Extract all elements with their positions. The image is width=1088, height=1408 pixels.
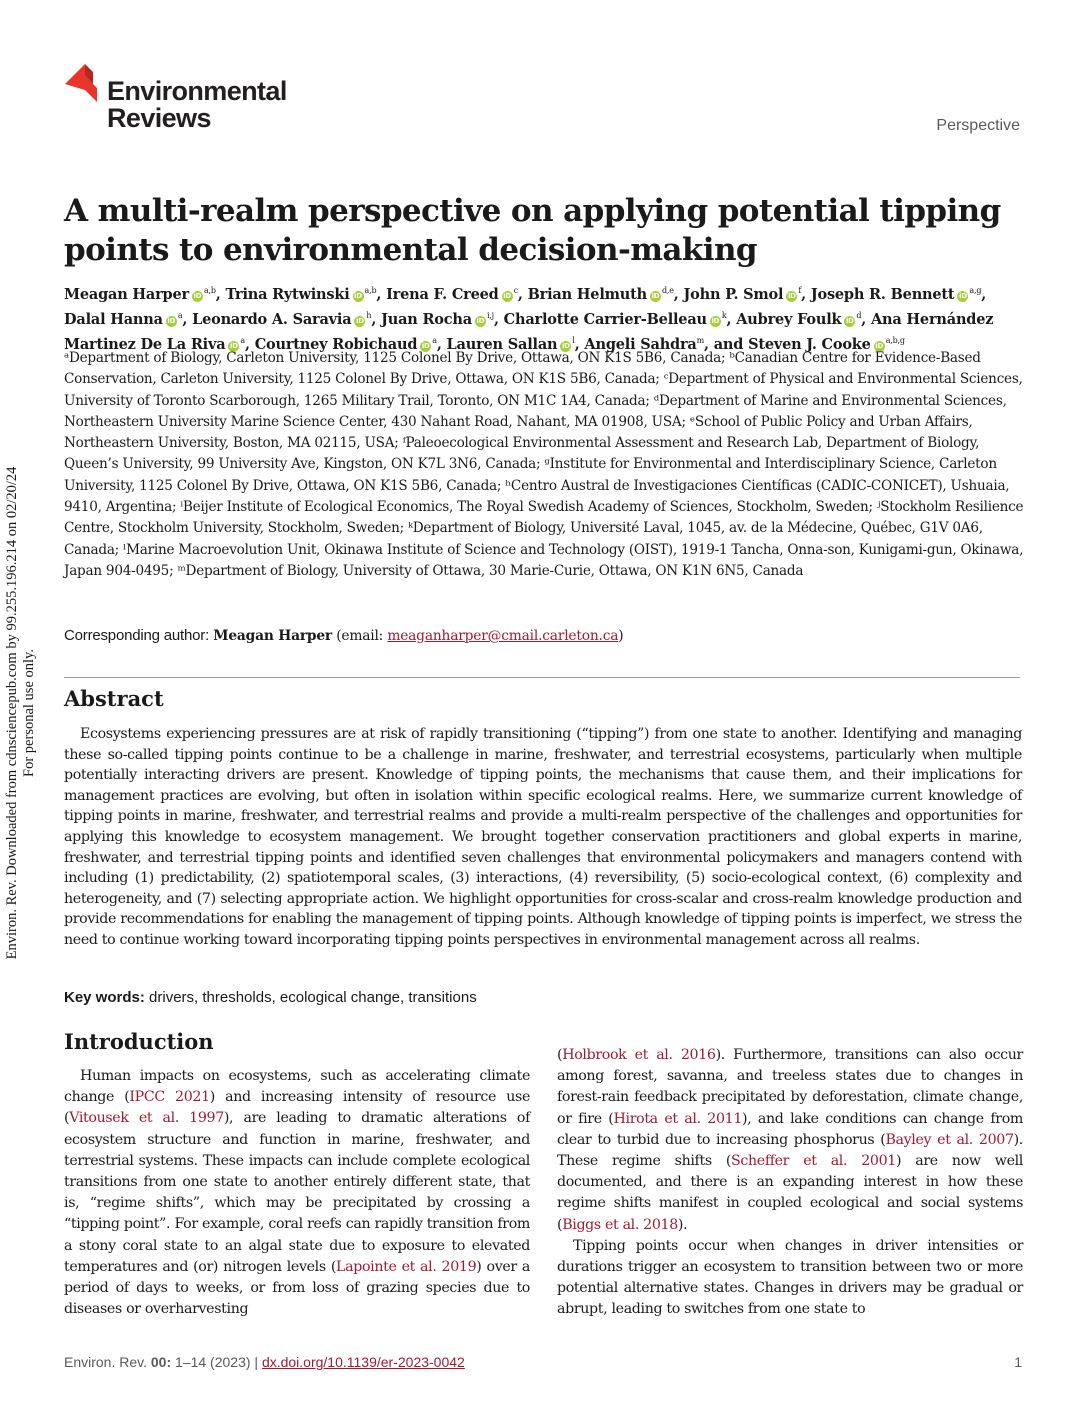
author-affiliation-marker: a,b — [203, 286, 216, 295]
journal-name-line1: Environmental — [107, 76, 287, 106]
author-separator: , — [726, 311, 737, 328]
corresponding-author — [64, 626, 1024, 646]
author-affiliation-marker: c — [513, 286, 518, 295]
author-name: Dalal Hanna — [64, 311, 163, 328]
abstract-heading: Abstract — [64, 686, 164, 711]
author-affiliation-marker: h — [366, 311, 372, 320]
body-text: ), and lake conditions can change from clear to turbid due to increasing phosphorus ( — [557, 1110, 1023, 1148]
author-name: Trina Rytwinski — [225, 286, 350, 303]
author-name: Courtney Robichaud — [254, 336, 418, 353]
author-affiliation-marker: a,b,g — [885, 336, 905, 345]
author-affiliation-marker: d,e — [661, 286, 674, 295]
author-affiliation-marker: i,j — [486, 311, 494, 320]
citation-link[interactable]: Vitousek et al. 1997 — [69, 1110, 224, 1127]
journal-logo[interactable] — [63, 62, 303, 138]
author-separator: , — [574, 336, 585, 353]
orcid-icon[interactable]: iD — [651, 292, 660, 300]
author-separator: , — [517, 286, 528, 303]
section-divider — [64, 677, 1020, 678]
author-affiliation-marker: a,g — [969, 286, 982, 295]
author-affiliation-marker: a,b — [364, 286, 377, 295]
author-name: Steven J. Cooke — [748, 336, 871, 353]
body-text: ). Furthermore, transitions can also occur among forest, savanna, and treeless states due to changes in forest-rain feedback precipitated by deforestation, climate change, or fire ( — [557, 1047, 1023, 1127]
author-name: Charlotte Carrier-Belleau — [503, 311, 707, 328]
orcid-icon[interactable]: iD — [356, 317, 364, 325]
article-title: A multi-realm perspective on applying potential tipping points to environmental decision-making — [64, 193, 1001, 268]
affiliations: ᵃDepartment of Biology, Carleton University, 1125 Colonel By Drive, Ottawa, ON K1S 5B6, Canada; ᵇCanadian Centre for Evidence-Based Conservation, Carleton University, 1125 Colonel By Drive, Ottawa, ON K1S 5B6, Canada; ᶜDepartment of Physical and Environmental Sciences, University of Toronto Scarborough, 1265 Military Trail, Toronto, ON M1C 1A4, Canada; ᵈDepartment of Marine and Environmental Sciences, Northeastern University Marine Science Center, 430 Nahant Road, Nahant, MA 01908, USA; ᵉSchool of Public Policy and Urban Affairs, Northeastern University, Boston, MA 02115, USA; ᶠPaleoecological Environmental Assessment and Research Lab, Department of Biology, Queen’s University, 99 University Ave, Kingston, ON K7L 3N6, Canada; ᵍInstitute for Environmental and Interdisciplinary Science, Carleton University, 1125 Colonel By Drive, Ottawa, ON K1S 5B6, Canada; ʰCentro Austral de Investigaciones Científicas (CADIC-CONICET), Ushuaia, 9410, Argentina; ⁱBeijer Institute of Ecological Economics, The Royal Swedish Academy of Sciences, Stockholm, Sweden; ʲStockholm Resilience Centre, Stockholm University, Stockholm, Sweden; ᵏDepartment of Biology, Université Laval, 1045, av. de la Médecine, Québec, G1V 0A6, Canada; ˡMarine Macroevolution Unit, Okinawa Institute of Science and Technology (OIST), 1919-1 Tancha, Onna-son, Kunigami-gun, Okinawa, Japan 904-0495; ᵐDepartment of Biology, University of Ottawa, 30 Marie-Curie, Ottawa, ON K1N 6N5, Canada — [64, 350, 1024, 579]
body-text: ). — [677, 1216, 688, 1233]
author-separator: , — [861, 311, 871, 328]
citation-link[interactable]: Lapointe et al. 2019 — [336, 1258, 477, 1275]
citation-link[interactable]: Scheffer et al. 2001 — [731, 1153, 896, 1170]
doi-link[interactable]: dx.doi.org/10.1139/er-2023-0042 — [261, 1354, 465, 1370]
abstract-text: Ecosystems experiencing pressures are at risk of rapidly transitioning (“tipping”) from one state to another. Identifying and managing these so-called tipping points continue to be a challenge in marine, freshwater, and terrestrial ecosystems, particularly when multiple potentially interacting drivers are present. Knowledge of tipping points, the mechanisms that cause them, and their implications for management practices are evolving, but often in isolation within specific ecological realms. Here, we summarize current knowledge of tipping points in marine, freshwater, and terrestrial realms and provide a multi-realm perspective of the challenges and opportunities for applying this knowledge to ecosystem management. We brought together conservation practitioners and global experts in marine, freshwater, and terrestrial tipping points and identified seven challenges that environmental policymakers and managers contend with including (1) predictability, (2) spatiotemporal scales, (3) interactions, (4) reversibility, (5) socio-ecological context, (6) complexity and heterogeneity, and (7) selecting appropriate action. We highlight opportunities for cross-scalar and cross-realm knowledge production and provide recommendations for enabling the management of tipping points. Although knowledge of tipping points is imperfect, we stress the need to continue working toward incorporating tipping points perspectives in environmental management across all realms. — [64, 726, 1022, 948]
orcid-icon[interactable]: iD — [476, 317, 485, 325]
orcid-icon[interactable]: iD — [959, 292, 967, 300]
author-separator: , — [215, 286, 226, 303]
download-notice-line2: For personal use only. — [21, 649, 37, 777]
orcid-icon[interactable]: iD — [787, 292, 796, 300]
corresponding-author-name: Meagan Harper — [213, 628, 332, 644]
orcid-icon[interactable]: iD — [561, 342, 570, 350]
download-notice-text — [4, 403, 38, 1023]
author-name: Ana Hernández Martinez De La Riva — [64, 311, 994, 353]
author-separator: , — [801, 286, 811, 303]
author-separator: , — [981, 286, 987, 303]
keywords — [64, 988, 1024, 1008]
body-text: ( — [557, 1047, 563, 1063]
author-name: Irena F. Creed — [386, 286, 499, 303]
body-text: Human impacts on ecosystems, such as accelerating climate change ( — [64, 1068, 530, 1106]
orcid-icon[interactable]: iD — [845, 317, 854, 325]
body-text: ) and increasing intensity of resource use ( — [64, 1089, 531, 1127]
journal-name — [107, 78, 287, 132]
author-name: Joseph R. Bennett — [810, 286, 955, 303]
author-separator: , — [493, 311, 504, 328]
citation-link[interactable]: Bayley et al. 2007 — [885, 1131, 1014, 1148]
orcid-icon[interactable]: iD — [711, 317, 720, 325]
intro-paragraph-2: Tipping points occur when changes in driver intensities or durations trigger an ecosystem to transition between two or more potential alternative states. Changes in drivers may be gradual or abrupt, leading to switches from one state to — [557, 1237, 1023, 1318]
orcid-icon[interactable]: iD — [421, 342, 430, 350]
download-notice-line1: Environ. Rev. Downloaded from cdnsciencepub.com by 99.255.196.214 on 02/20/24 — [4, 466, 20, 960]
author-affiliation-marker: a — [177, 311, 183, 320]
author-separator: , and — [704, 336, 749, 353]
page-footer — [64, 1354, 1022, 1374]
orcid-icon[interactable]: iD — [193, 292, 202, 300]
intro-paragraph-1-continued — [557, 1045, 1023, 1236]
keywords-text: drivers, thresholds, ecological change, transitions — [144, 989, 477, 1006]
author-separator: , — [245, 336, 255, 353]
journal-name-line2: Reviews — [107, 103, 211, 133]
citation-link[interactable]: Holbrook et al. 2016 — [562, 1047, 716, 1063]
author-affiliation-marker: f — [798, 286, 802, 295]
citation-link[interactable]: Biggs et al. 2018 — [562, 1216, 678, 1233]
author-name: Lauren Sallan — [446, 336, 558, 353]
author-affiliation-marker: k — [721, 311, 727, 320]
citation-link[interactable]: Hirota et al. 2011 — [613, 1110, 742, 1127]
email-suffix: ) — [618, 628, 624, 644]
body-column-right — [557, 1045, 1023, 1321]
author-affiliation-marker: m — [696, 336, 705, 345]
download-notice-sidebar — [4, 403, 40, 1023]
author-name: Leonardo A. Saravia — [192, 311, 352, 328]
orcid-icon[interactable]: iD — [875, 342, 884, 350]
corresponding-author-label: Corresponding author: — [64, 627, 210, 644]
author-affiliation-marker: a — [240, 336, 245, 345]
author-separator: , — [182, 311, 193, 328]
author-name: Aubrey Foulk — [736, 311, 842, 328]
body-text: ) are now well documented, and there is an expanding interest in how these regime shifts manifest in coupled ecological and social systems ( — [557, 1153, 1023, 1233]
orcid-icon[interactable]: iD — [354, 292, 362, 300]
citation-link[interactable]: IPCC 2021 — [129, 1089, 210, 1106]
author-separator: , — [376, 286, 387, 303]
journal-logo-mark-icon — [63, 62, 107, 106]
body-text: ), are leading to dramatic alterations of ecosystem structure and function in marine, freshwater, and terrestrial systems. These impacts can include complete ecological transitions from one state to another entirely different state, that is, “regime shifts”, which may be precipitated by crossing a “tipping point”. For example, coral reefs can rapidly transition from a stony coral state to an algal state due to exposure to elevated temperatures and (or) nitrogen levels ( — [64, 1110, 530, 1275]
email-link[interactable]: meaganharper@cmail.carleton.ca — [387, 628, 619, 644]
keywords-label: Key words: — [64, 989, 145, 1006]
author-name: Juan Rocha — [381, 311, 472, 328]
footer-pages-year: 1–14 (2023) | — [171, 1354, 262, 1370]
author-separator: , — [436, 336, 447, 353]
author-name: Brian Helmuth — [527, 286, 647, 303]
orcid-icon[interactable]: iD — [230, 342, 238, 350]
author-separator: , — [673, 286, 684, 303]
author-affiliation-marker: l — [572, 336, 575, 345]
article-type-label: Perspective — [936, 117, 1020, 134]
body-text: ) over a period of days to weeks, or from loss of grazing species due to diseases or overharvesting — [64, 1258, 531, 1318]
body-column-left — [64, 1066, 530, 1320]
author-affiliation-marker: a — [432, 336, 437, 345]
page-number: 1 — [1014, 1354, 1022, 1370]
footer-volume: 00: — [150, 1354, 172, 1370]
author-name: Meagan Harper — [64, 286, 189, 303]
author-separator: , — [371, 311, 382, 328]
author-name: Angeli Sahdra — [584, 336, 697, 353]
introduction-heading: Introduction — [64, 1029, 214, 1054]
intro-paragraph-1 — [64, 1066, 530, 1320]
orcid-icon[interactable]: iD — [167, 317, 176, 325]
author-name: John P. Smol — [683, 286, 784, 303]
email-prefix: (email: — [336, 628, 388, 644]
body-text: ). These regime shifts ( — [557, 1131, 1023, 1170]
footer-journal-abbrev: Environ. Rev. — [64, 1354, 151, 1370]
footer-citation — [64, 1354, 465, 1370]
orcid-icon[interactable]: iD — [503, 292, 512, 300]
author-list — [64, 280, 1024, 355]
author-affiliation-marker: d — [856, 311, 862, 320]
